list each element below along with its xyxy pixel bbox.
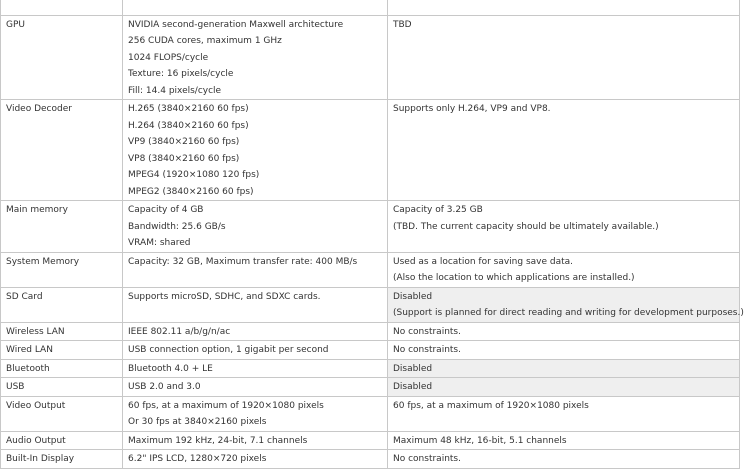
- spec-cell: [123, 252, 388, 287]
- notes-cell: [388, 396, 740, 431]
- row-label-text: System Memory: [6, 256, 80, 267]
- notes-cell: [388, 252, 740, 287]
- row-label: [1, 431, 123, 450]
- row-label-text: Wireless LAN: [6, 326, 65, 337]
- spec-line: NVIDIA second-generation Maxwell architecture: [128, 19, 344, 30]
- table-row: [1, 100, 740, 201]
- notes-line: Supports only H.264, VP9 and VP8.: [393, 104, 551, 114]
- spec-line: USB 2.0 and 3.0: [128, 382, 201, 392]
- spec-cell: [123, 15, 388, 100]
- notes-cell: [388, 287, 744, 322]
- notes-cell: [388, 431, 740, 450]
- spec-table-body: [1, 0, 744, 468]
- row-label: [1, 252, 123, 287]
- row-label: [1, 15, 123, 100]
- row-label-text: Bluetooth: [6, 363, 50, 374]
- row-label-text: USB: [6, 382, 25, 392]
- notes-cell: [388, 15, 740, 100]
- notes-line: (TBD. The current capacity should be ultimately available.): [393, 221, 659, 232]
- notes-line: Disabled: [393, 291, 433, 302]
- table-row: [1, 450, 740, 469]
- row-label-text: Video Output: [6, 400, 66, 411]
- spec-line: 6.2" IPS LCD, 1280×720 pixels: [128, 454, 267, 464]
- spec-cell: [123, 396, 388, 431]
- notes-line: 60 fps, at a maximum of 1920×1080 pixels: [393, 400, 589, 411]
- spec-line: 256 CUDA cores, maximum 1 GHz: [128, 36, 282, 46]
- spec-cell: [123, 201, 388, 253]
- spec-line: Or 30 fps at 3840×2160 pixels: [128, 417, 267, 427]
- notes-cell: [388, 201, 740, 253]
- row-label-text: Audio Output: [6, 435, 66, 446]
- spec-line: Texture: 16 pixels/cycle: [128, 69, 234, 79]
- spec-line: [128, 0, 387, 15]
- spec-cell: [123, 287, 388, 322]
- notes-line: (Also the location to which applications are installed.): [393, 273, 635, 283]
- table-row: [1, 15, 740, 100]
- table-row: [1, 378, 740, 397]
- row-label-text: Wired LAN: [6, 345, 53, 355]
- spec-line: MPEG4 (1920×1080 120 fps): [128, 170, 260, 180]
- row-label-text: SD Card: [6, 291, 43, 302]
- notes-line: Disabled: [393, 382, 433, 392]
- notes-cell: [388, 322, 740, 341]
- table-row: [1, 359, 740, 378]
- spec-line: H.264 (3840×2160 60 fps): [128, 120, 249, 131]
- spec-cell: [123, 431, 388, 450]
- notes-line: No constraints.: [393, 326, 461, 337]
- notes-line: Maximum 48 kHz, 16-bit, 5.1 channels: [393, 435, 567, 446]
- notes-cell: [388, 341, 740, 360]
- row-label-text: GPU: [6, 19, 25, 30]
- row-label-text: Video Decoder: [6, 104, 72, 114]
- spec-line: Capacity of 4 GB: [128, 205, 204, 215]
- table-row: [1, 431, 740, 450]
- notes-line: No constraints.: [393, 454, 461, 464]
- notes-cell: [388, 450, 740, 469]
- spec-cell: [123, 450, 388, 469]
- row-label: [1, 322, 123, 341]
- table-row: [1, 341, 740, 360]
- spec-cell: [123, 322, 388, 341]
- notes-line: Capacity of 3.25 GB: [393, 205, 483, 215]
- row-label-text: Main memory: [6, 205, 68, 215]
- row-label: [1, 0, 123, 15]
- row-label-text: Built-In Display: [6, 454, 75, 464]
- row-label: [1, 100, 123, 201]
- spec-cell: [123, 378, 388, 397]
- notes-line: TBD: [393, 19, 412, 30]
- table-row: [1, 322, 740, 341]
- table-row: [1, 287, 740, 322]
- spec-line: MPEG2 (3840×2160 60 fps): [128, 186, 254, 197]
- row-label: [1, 201, 123, 253]
- spec-line: 60 fps, at a maximum of 1920×1080 pixels: [128, 400, 324, 411]
- spec-line: VP8 (3840×2160 60 fps): [128, 153, 240, 164]
- spec-line: Capacity: 32 GB, Maximum transfer rate: 400 MB/s: [128, 256, 358, 267]
- spec-line: Maximum 192 kHz, 24-bit, 7.1 channels: [128, 435, 308, 446]
- spec-line: VRAM: shared: [128, 238, 191, 248]
- notes-cell: [388, 378, 740, 397]
- spec-line: IEEE 802.11 a/b/g/n/ac: [128, 326, 231, 337]
- row-label: [1, 450, 123, 469]
- spec-line: VP9 (3840×2160 60 fps): [128, 137, 240, 147]
- spec-line: Supports microSD, SDHC, and SDXC cards.: [128, 291, 321, 302]
- spec-line: Fill: 14.4 pixels/cycle: [128, 85, 222, 96]
- row-label: [1, 378, 123, 397]
- table-row: [1, 252, 740, 287]
- spec-cell: [123, 341, 388, 360]
- notes-line: No constraints.: [393, 345, 461, 355]
- table-row: [1, 201, 740, 253]
- table-row: [1, 0, 740, 15]
- notes-line: [393, 0, 739, 15]
- notes-cell: [388, 0, 740, 15]
- notes-line: (Support is planned for direct reading and writing for development purposes.): [393, 308, 744, 318]
- spec-line: H.265 (3840×2160 60 fps): [128, 104, 249, 114]
- notes-line: Disabled: [393, 363, 433, 374]
- spec-cell: [123, 0, 388, 15]
- spec-cell: [123, 100, 388, 201]
- spec-line: Bluetooth 4.0 + LE: [128, 363, 213, 374]
- row-label: [1, 396, 123, 431]
- row-label: [1, 287, 123, 322]
- row-label: [1, 359, 123, 378]
- notes-cell: [388, 100, 740, 201]
- row-label: [1, 341, 123, 360]
- notes-line: Used as a location for saving save data.: [393, 256, 574, 267]
- spec-line: Bandwidth: 25.6 GB/s: [128, 221, 226, 232]
- spec-line: USB connection option, 1 gigabit per second: [128, 345, 329, 355]
- spec-cell: [123, 359, 388, 378]
- table-row: [1, 396, 740, 431]
- row-label-text: [6, 0, 122, 15]
- spec-line: 1024 FLOPS/cycle: [128, 52, 209, 63]
- notes-cell: [388, 359, 740, 378]
